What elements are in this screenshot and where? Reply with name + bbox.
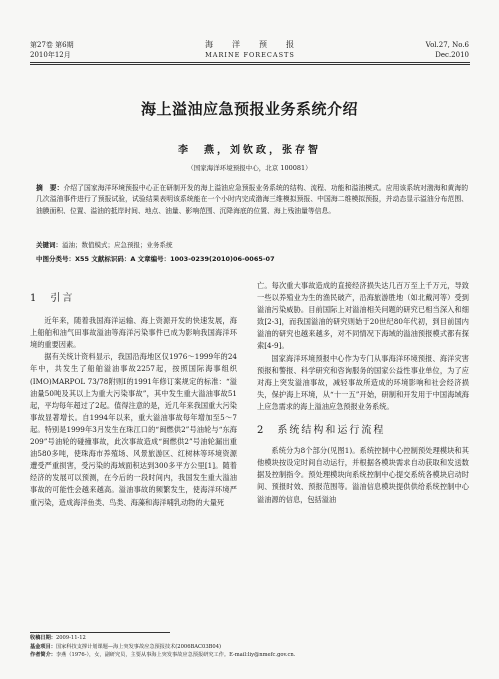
left-column xyxy=(30,293,237,509)
issue-date-en: Dec.2010 xyxy=(435,51,469,59)
author-info: 作者简介：李燕（1976-），女，副研究员，主要从事海上突发事故应急预报研究工作。E-mail:liy@nmefc.gov.cn. xyxy=(30,652,296,658)
keywords-text: 溢油；数值模式；应急预报；业务系统 xyxy=(62,241,173,249)
volume-issue-en: Vol.27, No.6 xyxy=(425,41,469,49)
footnote xyxy=(30,634,470,660)
right-column xyxy=(257,280,469,506)
running-header-right xyxy=(426,40,469,60)
paragraph: 据有关统计资料显示，我国沿海地区仅1976～1999年的24年中，共发生了船舶溢油事故2257起，按照国际海事组织(IMO)MARPOL 73/78附则I的1991年修订案规定的标准：“溢油量50吨及其以上为重大污染事故”，其中发生重大溢油事故51起，平均每年超过了2起。值得注意的是，近几年来我国重大污染事故显著增长。自1994年以来，重大溢油事故每年增加至5～7起。特别是1999年3月发生在珠江口的“闽燃供2”号油轮与“东海209”号油轮的碰撞事故，此次事故造成“闽燃供2”号油轮漏出重油580多吨，使珠海市养殖场、风景旅游区、红树林等环境资源遭受严重损害，受污染的海域面积达到300多平方公里[1]。随着经济的发展可以预测，在今后的一段时间内，我国发生重大溢油事故的可能性会越来越高。溢油事故的频繁发生，使海洋环境严重污染，造成海洋鱼类、鸟类、海藻和海洋哺乳动物的大量死 xyxy=(30,352,237,507)
section-2-heading: 2 系统结构和运行流程 xyxy=(257,425,386,437)
paragraph: 近年来，随着我国海洋运输、海上资源开发的快速发展，海上船舶和油气田事故溢油等海洋污染事件已成为影响我国海洋环境的重要因素。 xyxy=(30,316,237,350)
running-header-center xyxy=(150,40,350,60)
paragraph: 国家海洋环境预报中心作为专门从事海洋环境预报、海洋灾害预报和警报、科学研究和咨询服务的国家公益性事业单位，为了应对海上突发溢油事故，减轻事故所造成的环境影响和社会经济损失，保护海上环境，从“十一五”开始，研制和开发用于中国海域海上应急需求的海上溢油应急预报业务系统。 xyxy=(257,353,469,411)
footnote-rule xyxy=(30,632,170,633)
abstract xyxy=(36,183,468,217)
section-1-heading: 1 引言 xyxy=(30,293,75,304)
paragraph: 亡。每次重大事故造成的直接经济损失达几百万至上千万元，导致一些以养殖业为生的渔民破产，沿海旅游胜地（如北戴河等）受到溢油污染威胁。目前国际上对溢油相关问题的研究已相当深入和细致[2-3]，而我国溢油的研究则始于20世纪80年代初，到目前国内溢油的研究也越来越多，对不同情况下海域的溢油预报模式都有探索[4-9]。 xyxy=(257,281,469,351)
abstract-label: 摘 要： xyxy=(36,184,64,192)
volume-issue: 第27卷 第6期 xyxy=(30,41,74,49)
keywords-label: 关键词： xyxy=(36,241,62,249)
keywords xyxy=(36,240,468,249)
classification-line: 中图分类号：X55 文献标识码：A 文章编号：1003-0239(2010)06-0065-07 xyxy=(36,255,275,263)
header-rule-bottom xyxy=(30,64,470,65)
journal-title-cn: 海 洋 预 报 xyxy=(205,40,295,49)
received-date: 收稿日期：2009-11-12 xyxy=(30,635,86,641)
header-rule-top xyxy=(30,62,470,63)
abstract-text: 介绍了国家海洋环境预报中心正在研制开发的海上溢油应急预报业务系统的结构、流程、功能和溢油模式。应用该系统对渤海和黄海的几次溢油事件进行了预报试验，试验结果表明该系统能在一个小时内完成渤海三维模拟预报、中国海二维模拟预报，并动态显示溢油分布范围、油膜面积、位置、溢油的抵岸时间、地点、油量、影响范围、沉降海底的位置、海上残油量等信息。 xyxy=(36,184,469,215)
paragraph: 系统分为8个部分(见图1)。系统控制中心控制预处理模块和其他模块按设定时间自动运行，并根据各模块需求自动获取和发送数据及控制指令。预处理模块向系统控制中心提交系统各模块启动时间、预报时效、预报范围等。溢油信息模块提供供给系统控制中心溢油源的信息，包括溢油 xyxy=(257,446,469,504)
fund-info: 基金项目：国家科技支撑计划课题—海上突发事故应急预报技术(2006BAC03B04) xyxy=(30,643,222,650)
running-header-left xyxy=(30,40,74,60)
journal-title-en: MARINE FORECASTS xyxy=(205,51,295,59)
paper-affiliation: （国家海洋环境预报中心，北京 100081） xyxy=(187,164,312,172)
paper-title: 海上溢油应急预报业务系统介绍 xyxy=(140,100,358,118)
paper-authors: 李 燕，刘钦政，张存智 xyxy=(178,145,321,156)
issue-date: 2010年12月 xyxy=(30,51,71,59)
